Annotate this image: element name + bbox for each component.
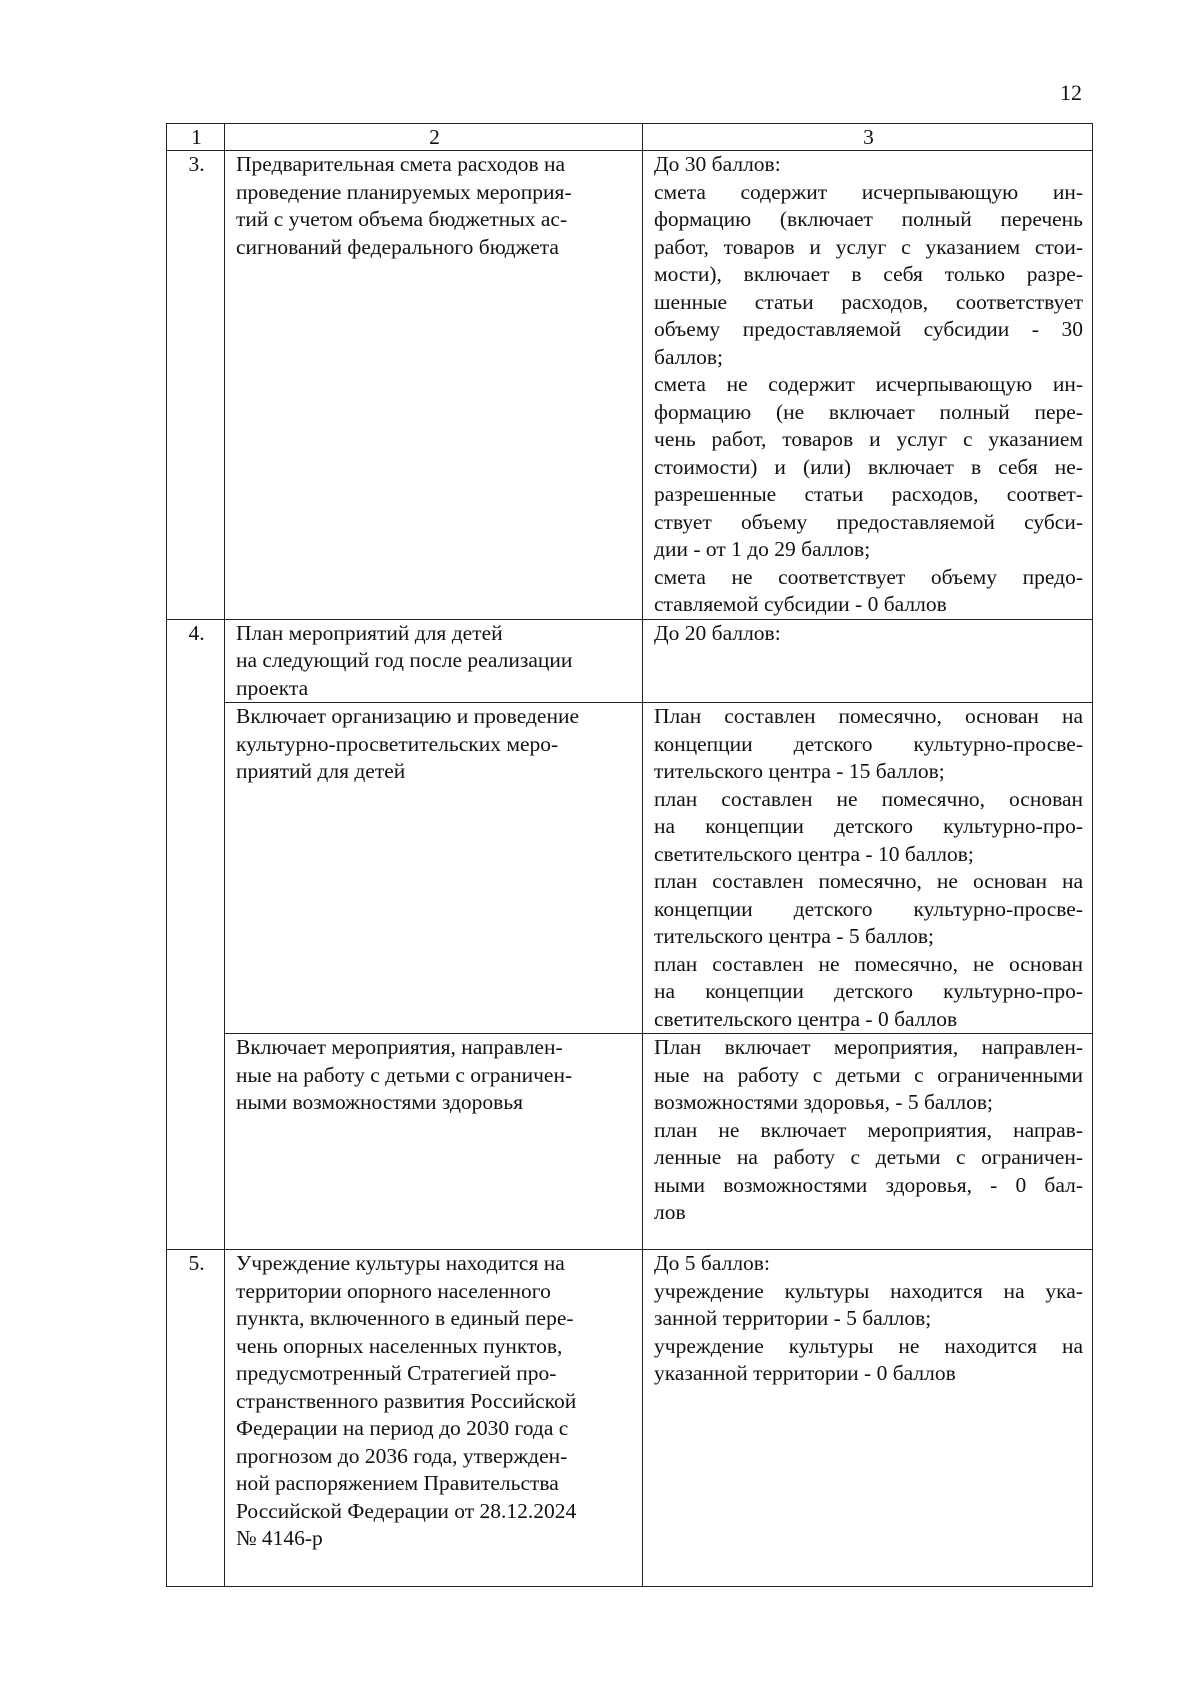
points-cell: До 5 баллов: учреждение культуры находится на ука- занной территории - 5 баллов; учреждение культуры не находится на указанной территории - 0 баллов xyxy=(643,1250,1093,1587)
criterion-cell: План мероприятий для детей на следующий год после реализации проекта xyxy=(225,619,643,703)
table-row xyxy=(167,1250,1093,1587)
table-row xyxy=(167,703,1093,1034)
row-number: 4. xyxy=(167,619,225,1250)
points-cell: План включает мероприятия, направлен- ные на работу с детьми с ограниченными возможностями здоровья, - 5 баллов; план не включает мероприятия, направ- ленные на работу с детьми с ограничен- ными возможностями здоровья, - 0 бал- лов xyxy=(643,1034,1093,1250)
header-cell-3: 3 xyxy=(643,124,1093,151)
table-row xyxy=(167,619,1093,703)
points-cell: План составлен помесячно, основан на концепции детского культурно-просве- тительского центра - 15 баллов; план составлен не помесячно, основан на концепции детского культурно-про- светительского центра - 10 баллов; план составлен помесячно, не основан на концепции детского культурно-просве- тительского центра - 5 баллов; план составлен не помесячно, не основан на концепции детского культурно-про- светительского центра - 0 баллов xyxy=(643,703,1093,1034)
row-number: 5. xyxy=(167,1250,225,1587)
points-cell: До 20 баллов: xyxy=(643,619,1093,703)
criterion-cell: Включает мероприятия, направлен- ные на работу с детьми с ограничен- ными возможностями здоровья xyxy=(225,1034,643,1250)
criterion-cell: Включает организацию и проведение культурно-просветительских меро- приятий для детей xyxy=(225,703,643,1034)
criteria-table xyxy=(166,123,1093,1587)
criterion-cell: Учреждение культуры находится на территории опорного населенного пункта, включенного в единый пере- чень опорных населенных пунктов, предусмотренный Стратегией про- странственного развития Российской Федерации на период до 2030 года с прогнозом до 2036 года, утвержден- ной распоряжением Правительства Российской Федерации от 28.12.2024 № 4146-р xyxy=(225,1250,643,1587)
header-cell-2: 2 xyxy=(225,124,643,151)
table-row xyxy=(167,151,1093,620)
points-cell: До 30 баллов: смета содержит исчерпывающую ин- формацию (включает полный перечень работ, товаров и услуг с указанием стои- мости), включает в себя только разре- шенные статьи расходов, соответствует объему предоставляемой субсидии - 30 баллов; смета не содержит исчерпывающую ин- формацию (не включает полный пере- чень работ, товаров и услуг с указанием стоимости) и (или) включает в себя не- разрешенные статьи расходов, соответ- ствует объему предоставляемой субси- дии - от 1 до 29 баллов; смета не соответствует объему предо- ставляемой субсидии - 0 баллов xyxy=(643,151,1093,620)
criterion-cell: Предварительная смета расходов на проведение планируемых мероприя- тий с учетом объема бюджетных ас- сигнований федерального бюджета xyxy=(225,151,643,620)
table-header-row xyxy=(167,124,1093,151)
header-cell-1: 1 xyxy=(167,124,225,151)
page-number: 12 xyxy=(1060,80,1082,105)
table-row xyxy=(167,1034,1093,1250)
row-number: 3. xyxy=(167,151,225,620)
